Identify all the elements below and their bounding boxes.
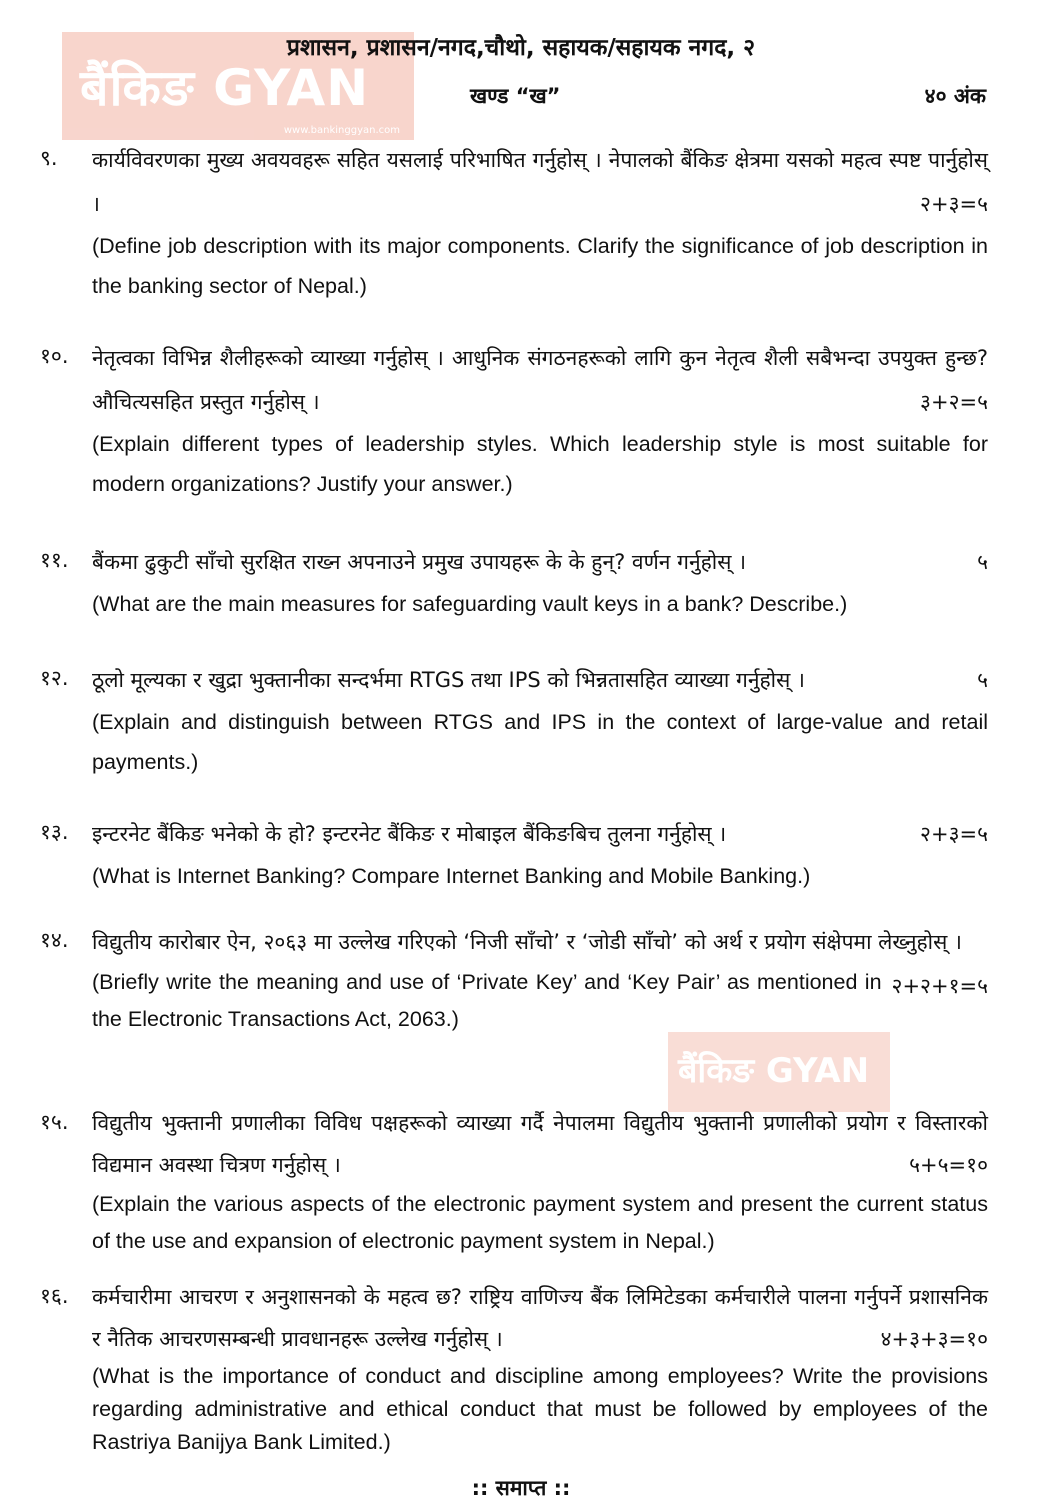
question-marks: ३+२=५ [920, 390, 988, 414]
question-text-english: (Define job description with its major components. Clarify the significance of job description in the banking sector of Nepal.) [92, 234, 988, 298]
question-text-english: (Explain and distinguish between RTGS and IPS in the context of large-value and retail payments.) [92, 710, 988, 774]
total-marks: ४० अंक [924, 84, 986, 108]
question-text-english: (What is the importance of conduct and discipline among employees? Write the provisions regarding administrative and ethical conduct that must be followed by employees of the Rastriya Banijya Bank Limited.) [92, 1364, 988, 1454]
question-text-english: (Explain different types of leadership styles. Which leadership style is most suitable for modern organizations? Justify your answer.) [92, 432, 988, 496]
question-number: ११. [40, 548, 69, 572]
question-number: १६. [40, 1284, 69, 1308]
question-text-nepali: इन्टरनेट बैंकिङ भनेको के हो? इन्टरनेट बैंकिङ र मोबाइल बैंकिङबिच तुलना गर्नुहोस् । २+३=५ [92, 812, 988, 856]
question-text-english: (What are the main measures for safeguarding vault keys in a bank? Describe.) [92, 592, 848, 616]
question-number: १४. [40, 928, 69, 952]
question-text-nepali: बैंकमा ढुकुटी साँचो सुरक्षित राख्न अपनाउने प्रमुख उपायहरू के के हुन्? वर्णन गर्नुहोस् । ५ [92, 540, 988, 584]
question-text-english: (Briefly write the meaning and use of ‘Private Key’ and ‘Key Pair’ as mentioned in the Electronic Transactions Act, 2063.) [92, 970, 882, 1031]
question-marks: ४+३+३=१० [880, 1327, 988, 1351]
watermark-brand: बैंकिङ GYAN [80, 59, 370, 117]
question-number: ९. [40, 146, 58, 170]
question-marks: ५+५=१० [909, 1153, 988, 1177]
question-number: १०. [40, 344, 69, 368]
question-marks: २+२+१=५ [891, 974, 988, 998]
end-marker: :: समाप्त :: [471, 1476, 571, 1500]
watermark-url: www.bankinggyan.com [283, 125, 400, 136]
watermark-logo-middle [668, 1032, 890, 1112]
question-number: १२. [40, 666, 69, 690]
question-text-nepali: ठूलो मूल्यका र खुद्रा भुक्तानीका सन्दर्भमा RTGS तथा IPS को भिन्नतासहित व्याख्या गर्नुहोस् । ५ [92, 658, 988, 702]
question-marks: २+३=५ [920, 192, 988, 216]
exam-title: प्रशासन, प्रशासन/नगद,चौथो, सहायक/सहायक नगद, २ [286, 35, 756, 61]
question-text-nepali: नेतृत्वका विभिन्न शैलीहरूको व्याख्या गर्नुहोस् । आधुनिक संगठनहरूको लागि कुन नेतृत्व शैली सबैभन्दा उपयुक्त हुन्छ? औचित्यसहित प्रस्तुत गर्नुहोस् । ३+२=५ [92, 336, 988, 424]
watermark-brand-middle: बैंकिङ GYAN [678, 1051, 870, 1091]
question-text-nepali: कर्मचारीमा आचरण र अनुशासनको के महत्व छ? राष्ट्रिय वाणिज्य बैंक लिमिटेडका कर्मचारीले पालना गर्नुपर्ने प्रशासनिक र नैतिक आचरणसम्बन्धी प्रावधानहरू उल्लेख गर्नुहोस् । ४+३+३=१० [92, 1276, 988, 1360]
section-label: खण्ड “ख” [470, 84, 561, 108]
question-marks: ५ [977, 550, 988, 574]
question-number: १५. [40, 1110, 69, 1134]
question-text-english: (What is Internet Banking? Compare Internet Banking and Mobile Banking.) [92, 864, 811, 888]
question-marks: २+३=५ [920, 822, 988, 846]
question-number: १३. [40, 820, 69, 844]
question-marks: ५ [977, 668, 988, 692]
question-text-nepali: कार्यविवरणका मुख्य अवयवहरू सहित यसलाई परिभाषित गर्नुहोस् । नेपालको बैंकिङ क्षेत्रमा यसको महत्व स्पष्ट पार्नुहोस् । २+३=५ [92, 138, 988, 226]
question-text-nepali: विद्युतीय कारोबार ऐन, २०६३ मा उल्लेख गरिएको ‘निजी साँचो’ र ‘जोडी साँचो’ को अर्थ र प्रयोग संक्षेपमा लेख्नुहोस् । २+२+१=५ [92, 920, 988, 964]
question-text-english: (Explain the various aspects of the electronic payment system and present the current status of the use and expansion of electronic payment system in Nepal.) [92, 1192, 988, 1253]
question-text-nepali: विद्युतीय भुक्तानी प्रणालीका विविध पक्षहरूको व्याख्या गर्दै नेपालमा विद्युतीय भुक्तानी प्रणालीको प्रयोग र विस्तारको विद्यमान अवस्था चित्रण गर्नुहोस् । ५+५=१० [92, 1102, 988, 1186]
